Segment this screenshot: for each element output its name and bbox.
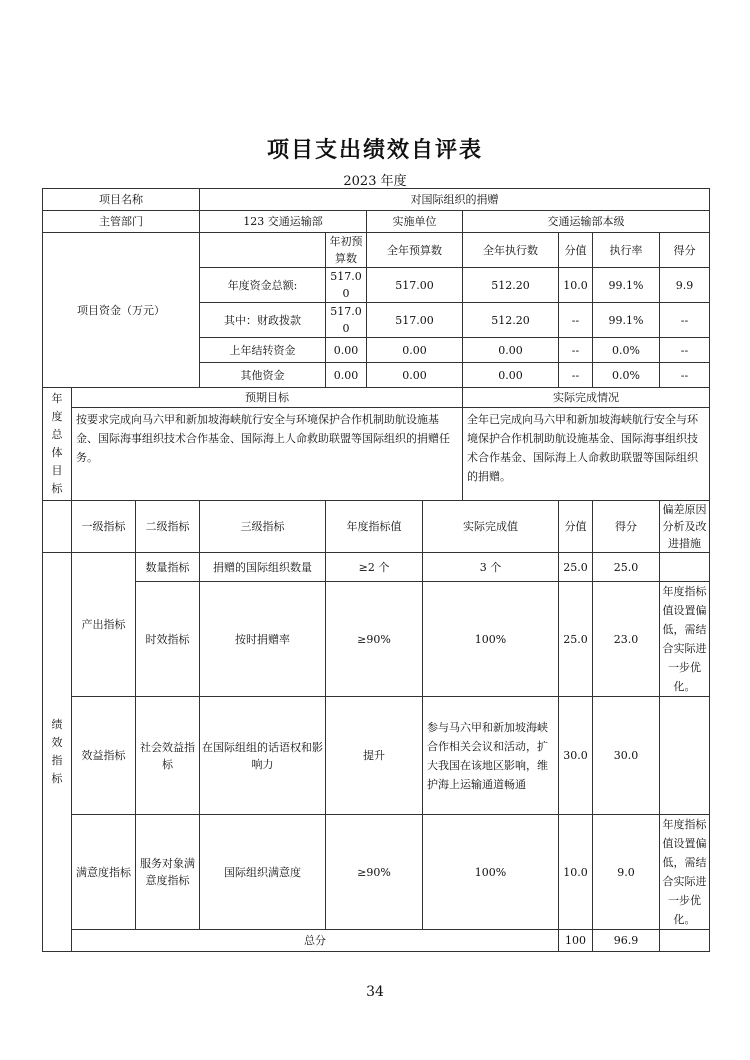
indicator-actual: 100%	[423, 582, 559, 697]
fund-name: 上年结转资金	[200, 338, 326, 363]
indicator-note	[660, 697, 710, 815]
funds-header-row	[43, 233, 710, 268]
fund-full: 517.00	[367, 268, 463, 303]
indicator-actual: 100%	[423, 815, 559, 930]
fund-weight: 10.0	[559, 268, 593, 303]
unit-value: 交通运输部本级	[463, 211, 710, 233]
fund-rate: 99.1%	[593, 268, 660, 303]
fund-full: 517.00	[367, 303, 463, 338]
fund-weight: --	[559, 338, 593, 363]
indicator-target: ≥90%	[326, 815, 423, 930]
indicator-level2: 数量指标	[136, 553, 200, 582]
goals-text-row	[43, 408, 710, 501]
indicator-level3: 按时捐赠率	[200, 582, 326, 697]
goals-label: 年 度 总 体 目 标	[43, 388, 72, 501]
actual-result-header: 实际完成情况	[463, 388, 710, 408]
fund-score: --	[660, 363, 710, 388]
project-name-row	[43, 189, 710, 211]
indicator-level2: 时效指标	[136, 582, 200, 697]
indicator-note: 年度指标值设置偏低，需结合实际进一步优化。	[660, 815, 710, 930]
indicator-target: ≥2 个	[326, 553, 423, 582]
funds-header-rate: 执行率	[593, 233, 660, 268]
indicator-row	[43, 697, 710, 815]
fund-init: 517.00	[326, 303, 367, 338]
actual-result-text: 全年已完成向马六甲和新加坡海峡航行安全与环境保护合作机制助航设施基金、国际海事组织技术合作基金、国际海上人命救助联盟等国际组织的捐赠。	[463, 408, 710, 501]
fund-score: --	[660, 338, 710, 363]
indicator-score: 30.0	[593, 697, 660, 815]
indicator-weight: 25.0	[559, 553, 593, 582]
funds-header-full: 全年预算数	[367, 233, 463, 268]
indicator-header-l1: 一级指标	[72, 501, 136, 553]
fund-rate: 99.1%	[593, 303, 660, 338]
fund-full: 0.00	[367, 363, 463, 388]
indicator-header-score: 得分	[593, 501, 660, 553]
performance-label: 绩 效 指 标	[43, 553, 72, 952]
total-note	[660, 930, 710, 952]
project-dept-row	[43, 211, 710, 233]
total-row	[43, 930, 710, 952]
indicator-note	[660, 553, 710, 582]
indicator-level1: 产出指标	[72, 553, 136, 697]
indicator-header-actual: 实际完成值	[423, 501, 559, 553]
indicator-level3: 在国际组组的话语权和影响力	[200, 697, 326, 815]
funds-header-blank	[200, 233, 326, 268]
indicator-score: 9.0	[593, 815, 660, 930]
fund-score: --	[660, 303, 710, 338]
indicator-header-target: 年度指标值	[326, 501, 423, 553]
fund-exec: 512.20	[463, 268, 559, 303]
funds-header-exec: 全年执行数	[463, 233, 559, 268]
indicator-row	[43, 553, 710, 582]
page-number: 34	[366, 984, 384, 1000]
indicator-weight: 30.0	[559, 697, 593, 815]
indicator-note: 年度指标值设置偏低，需结合实际进一步优化。	[660, 582, 710, 697]
fund-name: 其中：财政拨款	[200, 303, 326, 338]
indicator-actual: 参与马六甲和新加坡海峡合作相关会议和活动，扩大我国在该地区影响，维护海上运输通道畅通	[423, 697, 559, 815]
indicator-score: 23.0	[593, 582, 660, 697]
indicator-actual: 3 个	[423, 553, 559, 582]
indicator-header-l3: 三级指标	[200, 501, 326, 553]
indicator-target: 提升	[326, 697, 423, 815]
funds-header-init: 年初预算数	[326, 233, 367, 268]
total-score: 96.9	[593, 930, 660, 952]
page-title: 项目支出绩效自评表	[266, 138, 483, 163]
total-weight: 100	[559, 930, 593, 952]
indicator-header-note: 偏差原因分析及改进措施	[660, 501, 710, 553]
indicator-level2: 服务对象满意度指标	[136, 815, 200, 930]
project-name-value: 对国际组织的捐赠	[200, 189, 710, 211]
fund-init: 517.00	[326, 268, 367, 303]
report-year: 2023 年度	[343, 174, 407, 189]
expected-goal-header: 预期目标	[72, 388, 463, 408]
fund-name: 其他资金	[200, 363, 326, 388]
indicator-header-weight: 分值	[559, 501, 593, 553]
fund-rate: 0.0%	[593, 363, 660, 388]
indicator-level1: 满意度指标	[72, 815, 136, 930]
indicator-score: 25.0	[593, 553, 660, 582]
fund-weight: --	[559, 363, 593, 388]
dept-label: 主管部门	[43, 211, 200, 233]
funds-header-score: 得分	[660, 233, 710, 268]
total-label: 总分	[72, 930, 559, 952]
fund-score: 9.9	[660, 268, 710, 303]
goals-header-row	[43, 388, 710, 408]
expected-goal-text: 按要求完成向马六甲和新加坡海峡航行安全与环境保护合作机制助航设施基金、国际海事组织技术合作基金、国际海上人命救助联盟等国际组织的捐赠任务。	[72, 408, 463, 501]
indicator-level3: 捐赠的国际组织数量	[200, 553, 326, 582]
fund-exec: 512.20	[463, 303, 559, 338]
fund-init: 0.00	[326, 363, 367, 388]
fund-exec: 0.00	[463, 338, 559, 363]
indicator-level1: 效益指标	[72, 697, 136, 815]
unit-label: 实施单位	[367, 211, 463, 233]
funds-header-weight: 分值	[559, 233, 593, 268]
fund-weight: --	[559, 303, 593, 338]
dept-value: 123 交通运输部	[200, 211, 367, 233]
funds-label: 项目资金（万元）	[43, 233, 200, 388]
indicator-weight: 10.0	[559, 815, 593, 930]
indicator-target: ≥90%	[326, 582, 423, 697]
performance-table	[42, 188, 710, 952]
fund-rate: 0.0%	[593, 338, 660, 363]
fund-full: 0.00	[367, 338, 463, 363]
indicator-header-row	[43, 501, 710, 553]
indicator-header-blank	[43, 501, 72, 553]
indicator-level2: 社会效益指标	[136, 697, 200, 815]
indicator-level3: 国际组织满意度	[200, 815, 326, 930]
project-name-label: 项目名称	[43, 189, 200, 211]
fund-exec: 0.00	[463, 363, 559, 388]
fund-init: 0.00	[326, 338, 367, 363]
indicator-header-l2: 二级指标	[136, 501, 200, 553]
indicator-row	[43, 582, 710, 697]
fund-name: 年度资金总额:	[200, 268, 326, 303]
indicator-row	[43, 815, 710, 930]
indicator-weight: 25.0	[559, 582, 593, 697]
